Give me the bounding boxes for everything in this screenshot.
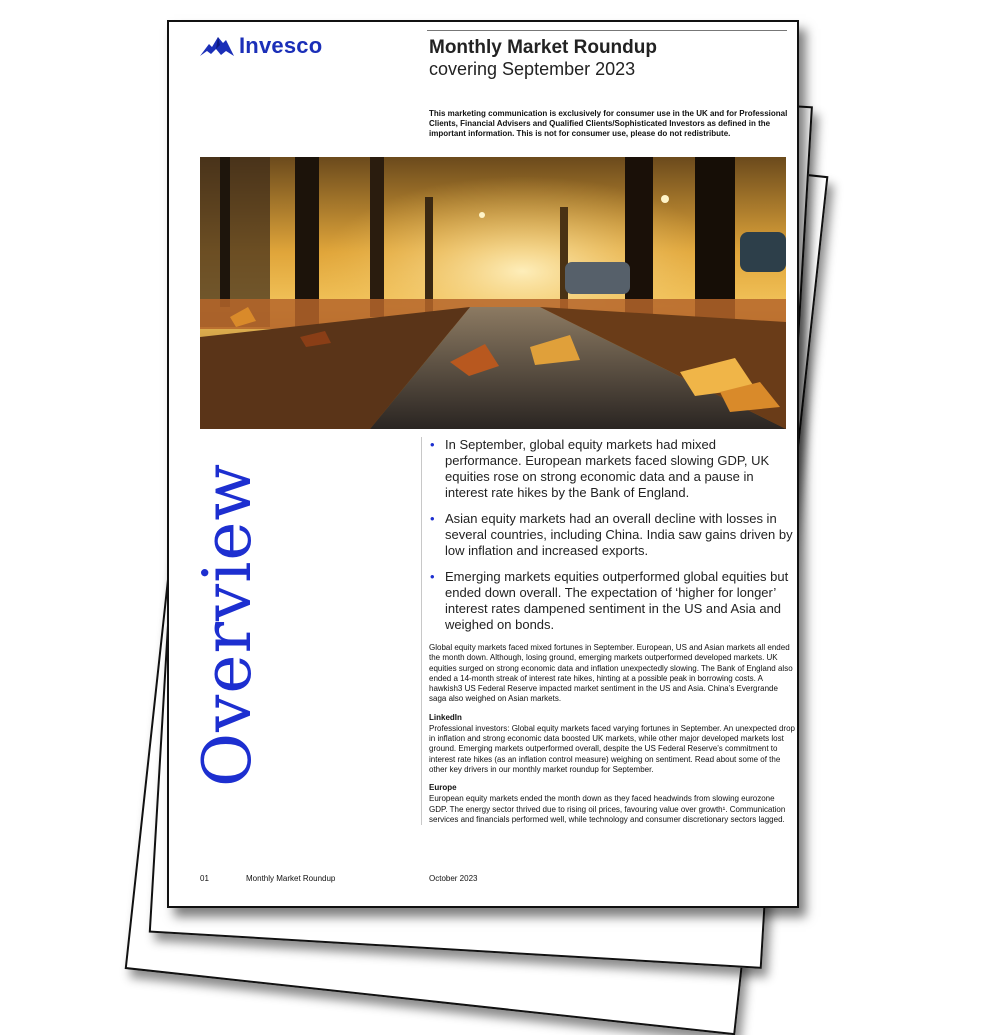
section-text-linkedin: Professional investors: Global equity markets faced varying fortunes in September. An unexpected drop in inflation and strong economic data boosted UK markets, while other major developed markets lost ground. Emerging markets outperformed overall, despite the US Federal Reserve’s commitment to interest rate hikes (as an inflation control measure) weighing on sentiment. Read about some of the other key drivers in our monthly market roundup for September. — [429, 723, 795, 774]
autumn-street-photo — [200, 157, 786, 429]
section-text-europe: European equity markets ended the month down as they faced headwinds from slowing eurozone GDP. The energy sector thrived due to rising oil prices, favouring value over growth¹. Communication services and financials performed well, while technology and consumer discretionary sectors lagged. — [429, 794, 786, 824]
mountain-logo-icon — [199, 32, 235, 60]
bullet-item: • Emerging markets equities outperformed global equities but ended down overall. The expectation of ‘higher for longer’ interest rates dampened sentiment in the US and Asia and weighed on bonds. — [427, 569, 795, 633]
content-column — [421, 437, 795, 825]
disclaimer-text: This marketing communication is exclusively for consumer use in the UK and for Professional Clients, Financial Advisers and Qualified Clients/Sophisticated Investors as defined in the important information. This is not for consumer use, please do not redistribute. — [429, 109, 788, 138]
section-heading-linkedin: LinkedIn — [429, 712, 462, 722]
front-page — [167, 20, 799, 908]
section-heading-europe: Europe — [429, 783, 457, 793]
footer-date: October 2023 — [429, 874, 478, 883]
bullet-item: • Asian equity markets had an overall decline with losses in several countries, including China. India saw gains driven by low inflation and increased exports. — [427, 511, 795, 559]
brand-name: Invesco — [239, 33, 323, 58]
footer-page-number: 01 — [200, 874, 209, 883]
intro-paragraph: Global equity markets faced mixed fortunes in September. European, US and Asian markets all ended the month down. Although, losing ground, emerging markets outperformed developed markets. UK equities surged on strong economic data and inflation unexpectedly slowing. The Bank of England also ended a 14-month streak of interest rate hikes, hinting at a possible peak in borrowing costs. A hawkish3 US Federal Reserve impacted market sentiment in the US and Asia. China’s Evergrande saga also weighed on Asian markets. — [429, 643, 793, 704]
bullet-item: • In September, global equity markets had mixed performance. European markets faced slowing GDP, UK equities rose on strong economic data and a pause in interest rate hikes by the Bank of England. — [427, 437, 795, 501]
document-subtitle: covering September 2023 — [429, 59, 636, 79]
overview-side-title: Overview — [189, 463, 266, 787]
footer-doc-name: Monthly Market Roundup — [246, 874, 336, 883]
document-title: Monthly Market Roundup — [429, 37, 657, 58]
invesco-logo — [199, 32, 322, 60]
summary-bullets — [427, 437, 795, 633]
header-rule — [427, 30, 787, 31]
